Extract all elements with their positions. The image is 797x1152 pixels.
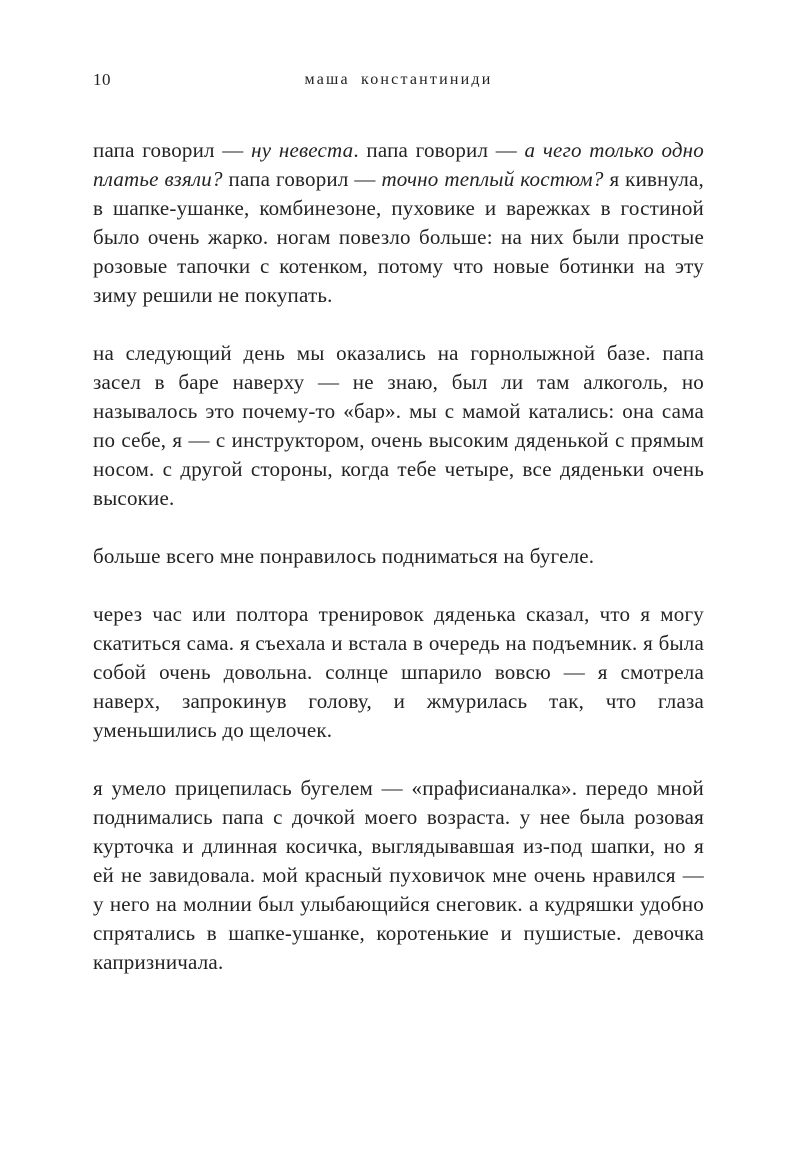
text-run-italic: точно теплый костюм?	[381, 167, 604, 191]
text-run: я кивнула, в шапке-ушанке, комбинезоне, пуховике и варежках в гостиной было очень жарко. ногам повезло больше: на них были простые розовые тапочки с котенком, потому что новые ботинки на эту зиму решили не покупать.	[93, 167, 705, 307]
paragraph-5	[93, 774, 704, 977]
text-run: на следующий день мы оказались на горнолыжной базе. папа засел в баре наверху — не знаю, был ли там алкоголь, но называлось это почему-то «бар». мы с мамой катались: она сама по себе, я — с инструктором, очень высоким дяденькой с прямым носом. с другой стороны, когда тебе четыре, все дяденьки очень высокие.	[93, 341, 704, 510]
paragraph-4	[93, 600, 704, 745]
paragraph-2	[93, 339, 704, 513]
paragraph-3	[93, 542, 704, 571]
text-run: папа говорил —	[93, 138, 252, 162]
text-run-italic: а чего только одно платье взяли?	[93, 138, 705, 191]
text-run: через час или полтора тренировок дяденька сказал, что я могу скатиться сама. я съехала и встала в очередь на подъемник. я была собой очень довольна. солнце шпарило вовсю — я смотрела наверх, запрокинув голову, и жмурилась так, что глаза уменьшились до щелочек.	[93, 602, 704, 742]
running-head-author: маша константиниди	[304, 71, 493, 88]
page-header	[93, 70, 704, 94]
text-run: я умело прицепилась бугелем — «прафисианалка». передо мной поднимались папа с дочкой моего возраста. у нее была розовая курточка и длинная косичка, выглядывавшая из-под шапки, но я ей не завидовала. мой красный пуховичок мне очень нравился — у него на молнии был улыбающийся снеговик. а кудряшки удобно спрятались в шапке-ушанке, коротенькие и пушистые. девочка капризничала.	[93, 776, 704, 974]
page-body	[93, 136, 704, 977]
text-run-italic: ну невеста	[251, 138, 354, 162]
text-run: больше всего мне понравилось подниматься на бугеле.	[93, 544, 595, 568]
text-run: . папа говорил —	[353, 138, 525, 162]
paragraph-1	[93, 136, 704, 310]
page-number: 10	[93, 70, 111, 89]
text-run: папа говорил —	[222, 167, 382, 191]
